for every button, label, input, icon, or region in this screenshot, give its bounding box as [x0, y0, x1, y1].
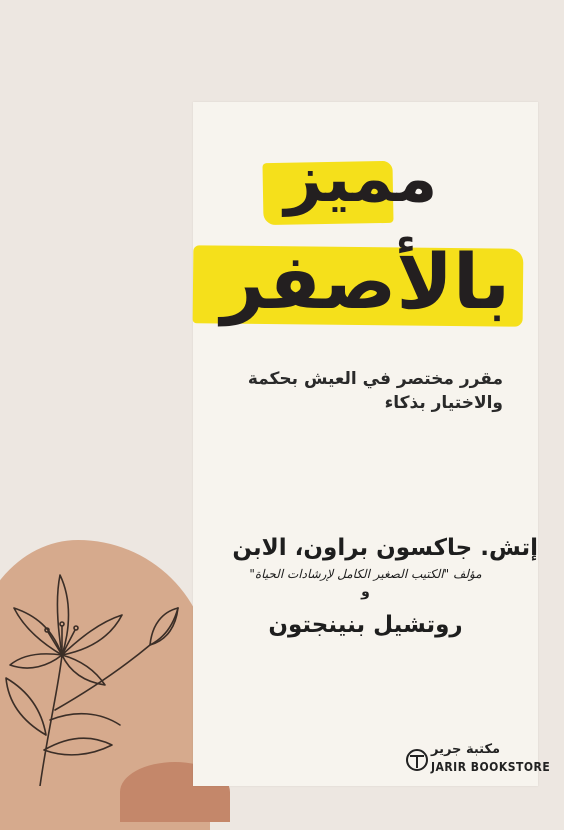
- publisher-name-en: JARIR BOOKSTORE: [431, 760, 551, 774]
- subtitle-line1: مقرر مختصر في العيش بحكمة: [247, 369, 503, 389]
- subtitle-line2: والاختيار بذكاء: [384, 393, 503, 413]
- book-cover: [193, 102, 551, 786]
- publisher-logo: [403, 742, 551, 782]
- book-title-line2: بالأصفر: [220, 237, 511, 326]
- publisher-mark-icon: [405, 748, 429, 772]
- book-title-line1: مميز: [284, 140, 438, 217]
- lily-flower-icon: [0, 560, 200, 786]
- author-name-1: إتش. جاكسون براون، الابن: [232, 535, 538, 561]
- author-name-2: روتشيل بنينجتون: [268, 612, 463, 638]
- publisher-name-ar: مكتبة جرير: [431, 742, 501, 757]
- author-note: مؤلف "الكتيب الصغير الكامل لإرشادات الحياة": [249, 567, 482, 581]
- conjunction: و: [361, 584, 370, 600]
